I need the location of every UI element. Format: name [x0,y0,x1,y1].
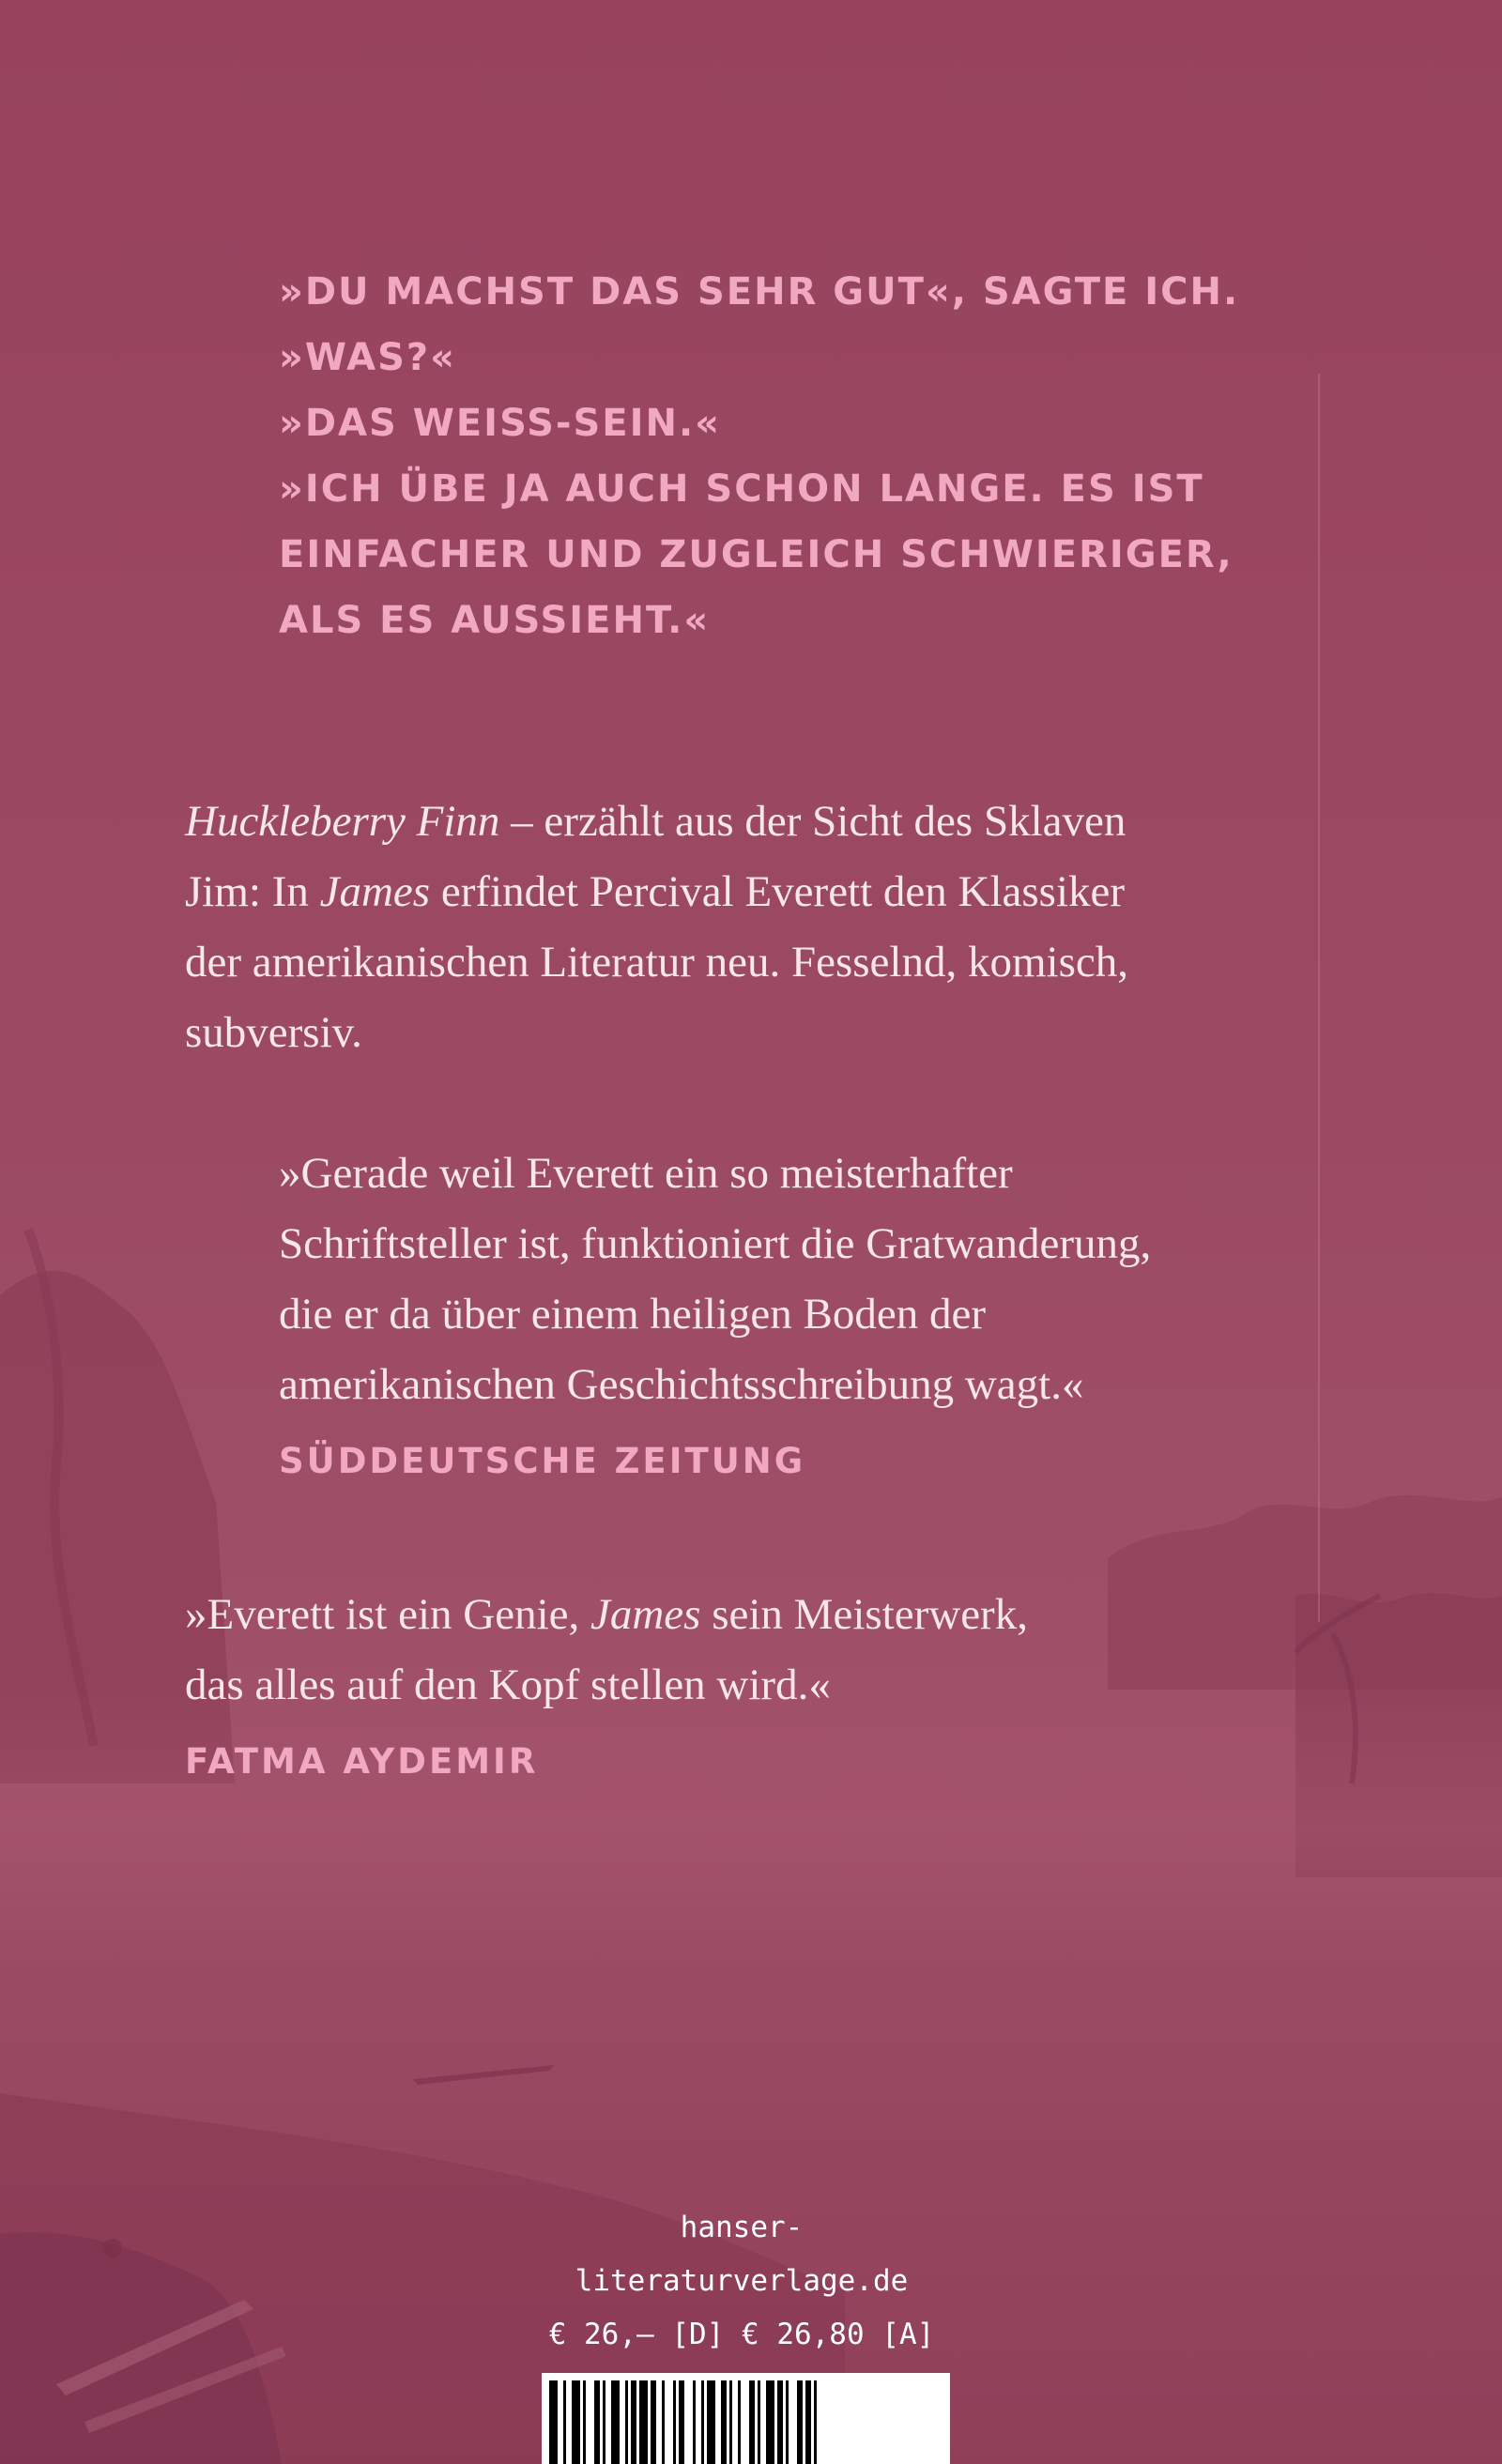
dialogue-line: »DU MACHST DAS SEHR GUT«, SAGTE ICH. [279,270,1240,314]
blurb-text: erfindet Percival Everett den Klassiker [430,867,1126,916]
dialogue-line: »DAS WEISS-SEIN.« [279,402,722,445]
blurb-text: – erzählt aus der Sicht des Sklaven [499,797,1126,846]
barcode-bar [662,2380,665,2464]
barcode-bar [594,2380,600,2464]
barcode-bar [651,2380,656,2464]
barcode-bar [673,2380,676,2464]
barcode-bar [749,2380,755,2464]
barcode-bar [738,2380,741,2464]
barcode-bar [631,2380,636,2464]
dialogue-line: ALS ES AUSSIEHT.« [279,599,711,642]
barcode-bar [603,2380,605,2464]
quote-line [185,1580,1311,1650]
book-title-italic: Huckleberry Finn [185,797,500,846]
quote-text: »Everett ist ein Genie, [185,1590,590,1639]
blurb-line [185,787,1311,857]
blurb-line [185,857,1311,927]
barcode-bar [814,2380,817,2464]
quote-source-aydemir: FATMA AYDEMIR [185,1741,539,1782]
quote-line: das alles auf den Kopf stellen wird.« [185,1661,831,1709]
barcode-bar [611,2380,620,2464]
barcode-bar [572,2380,580,2464]
barcode-bar [766,2380,774,2464]
barcode-bars [542,2373,950,2464]
barcode-bar [563,2380,566,2464]
barcode-bar [797,2380,803,2464]
blurb-line: subversiv. [185,1008,362,1057]
barcode-bar [583,2380,586,2464]
barcode-bar [549,2380,558,2464]
barcode-bar [701,2380,704,2464]
book-blurb [185,787,1311,1068]
review-quote-sz [279,1139,1405,1420]
barcode [542,2373,950,2464]
quote-line: »Gerade weil Everett ein so meisterhafter [279,1149,1013,1198]
book-title-italic: James [590,1590,701,1639]
publisher-website: hanser-literaturverlage.de [575,2211,909,2298]
barcode-bar [786,2380,789,2464]
barcode-bar [707,2380,715,2464]
barcode-bar [625,2380,628,2464]
blurb-text: Jim: In [185,867,320,916]
barcode-bar [729,2380,732,2464]
barcode-bar [721,2380,727,2464]
price-label: € 26,– [D] € 26,80 [A] [548,2318,935,2351]
quote-line: Schriftsteller ist, funktioniert die Gratwanderung, [279,1219,1152,1268]
dialogue-line: EINFACHER UND ZUGLEICH SCHWIERIGER, [279,533,1234,576]
review-quote-aydemir [185,1580,1311,1721]
vertical-divider [1318,374,1320,1622]
quote-text: sein Meisterwerk, [700,1590,1028,1639]
barcode-bar [679,2380,684,2464]
barcode-bar [777,2380,783,2464]
book-title-italic: James [319,867,431,916]
quote-line: die er da über einem heiligen Boden der [279,1290,987,1339]
quote-source-sz: SÜDDEUTSCHE ZEITUNG [279,1441,806,1481]
dialogue-line: »WAS?« [279,336,456,379]
barcode-bar [805,2380,811,2464]
barcode-bar [639,2380,648,2464]
quote-line: amerikanischen Geschichtsschreibung wagt.« [279,1360,1084,1409]
barcode-bar [693,2380,696,2464]
blurb-line: der amerikanischen Literatur neu. Fesselnd, komisch, [185,938,1128,987]
opening-dialogue [279,259,1311,653]
barcode-bar [758,2380,760,2464]
dialogue-line: »ICH ÜBE JA AUCH SCHON LANGE. ES IST [279,467,1204,511]
